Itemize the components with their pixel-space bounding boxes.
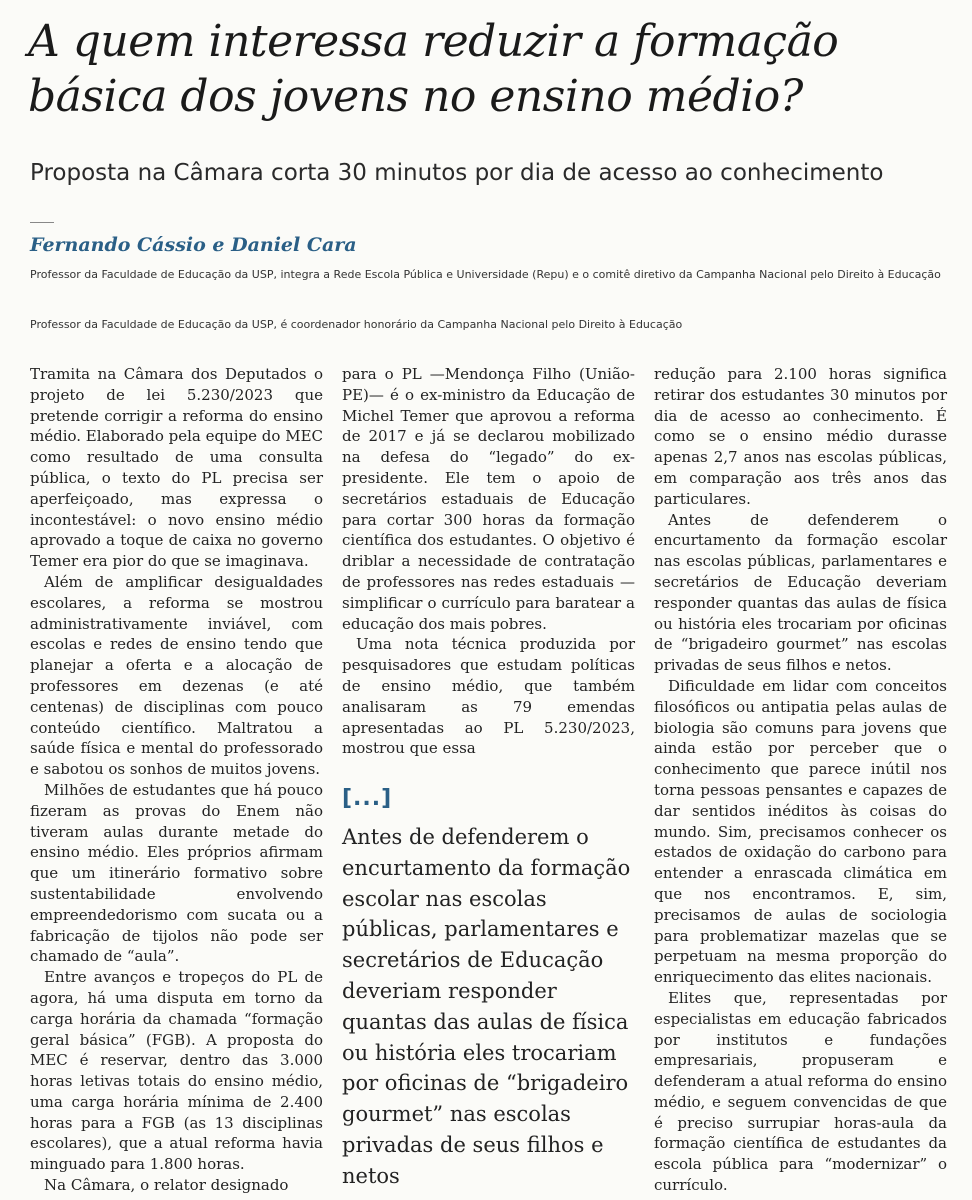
- column-3: [654, 364, 947, 1196]
- column-2: [342, 364, 635, 759]
- paragraph: Na Câmara, o relator designado: [44, 1176, 289, 1195]
- paragraph: Além de amplificar desigualdades escolares, a reforma se mostrou administrativamente inviável, com escolas e redes de ensino tendo que planejar a oferta e a alocação de professores em dezenas (e até centenas) de disciplinas com pouco conteúdo científico. Maltratou a saúde física e mental do professorado e sabotou os sonhos de muitos jovens.: [30, 572, 323, 779]
- paragraph: redução para 2.100 horas significa retirar dos estudantes 30 minutos por dia de acesso ao conhecimento. É como se o ensino médio durasse apenas 2,7 anos nas escolas públicas, em comparação aos três anos das particulares.: [654, 365, 947, 508]
- headline: A quem interessa reduzir a formação básica dos jovens no ensino médio?: [28, 16, 839, 122]
- paragraph: Antes de defenderem o encurtamento da formação escolar nas escolas públicas, parlamentares e secretários de Educação deveriam responder quantas das aulas de física ou história eles trocariam por oficinas de “brigadeiro gourmet” nas escolas privadas de seus filhos e netos.: [654, 510, 947, 675]
- paragraph: Tramita na Câmara dos Deputados o projeto de lei 5.230/2023 que pretende corrigir a reforma do ensino médio. Elaborado pela equipe do MEC como resultado de uma consulta pública, o texto do PL precisa ser aperfeiçoado, mas expressa o incontestável: o novo ensino médio aprovado a toque de caixa no governo Temer era pior do que se imaginava.: [30, 365, 323, 571]
- paragraph: para o PL —Mendonça Filho (União-PE)— é o ex-ministro da Educação de Michel Temer que aprovou a reforma de 2017 e já se declarou mobilizado na defesa do “legado” do ex-presidente. Ele tem o apoio de secretários estaduais de Educação para cortar 300 horas da formação científica dos estudantes. O objetivo é driblar a necessidade de contratação de professores nas redes estaduais —simplificar o currículo para baratear a educação dos mais pobres.: [342, 365, 635, 633]
- paragraph: Elites que, representadas por especialistas em educação fabricados por institutos e fundações empresariais, propuseram e defenderam a atual reforma do ensino médio, e seguem convencidas de que é preciso surrupiar horas-aula da formação científica de estudantes da escola pública para “modernizar” o currículo.: [654, 988, 947, 1195]
- paragraph: Dificuldade em lidar com conceitos filosóficos ou antipatia pelas aulas de biologia são comuns para jovens que ainda estão por perceber que o conhecimento que parece inútil nos torna pessoas pensantes e capazes de dar sentidos inéditos às coisas do mundo. Sim, precisamos conhecer os estados de oxidação do carbono para entender a enrascada climática em que nos encontramos. E, sim, precisamos de aulas de sociologia para problematizar mazelas que se perpetuam na mesma proporção do enriquecimento das elites nacionais.: [654, 676, 947, 987]
- author-bio-1: Professor da Faculdade de Educação da USP, integra a Rede Escola Pública e Universidade (Repu) e o comitê diretivo da Campanha Nacional pelo Direito à Educação: [30, 268, 941, 281]
- author-names: Fernando Cássio e Daniel Cara: [30, 234, 357, 256]
- subtitle: Proposta na Câmara corta 30 minutos por dia de acesso ao conhecimento: [30, 160, 884, 186]
- paragraph: Uma nota técnica produzida por pesquisadores que estudam políticas de ensino médio, que também analisaram as 79 emendas apresentadas ao PL 5.230/2023, mostrou que essa: [342, 635, 635, 758]
- paragraph: Entre avanços e tropeços do PL de agora, há uma disputa em torno da carga horária da chamada “formação geral básica” (FGB). A proposta do MEC é reservar, dentro das 3.000 horas letivas totais do ensino médio, uma carga horária mínima de 2.400 horas para a FGB (as 13 disciplinas escolares), que a atual reforma havia minguado para 1.800 horas.: [30, 968, 323, 1174]
- excerpt-marker: [...]: [342, 786, 393, 811]
- author-bio-2: Professor da Faculdade de Educação da USP, é coordenador honorário da Campanha Nacional pelo Direito à Educação: [30, 318, 683, 331]
- paragraph: Milhões de estudantes que há pouco fizeram as provas do Enem não tiveram aulas durante metade do ensino médio. Eles próprios afirmam que um itinerário formativo sobre sustentabilidade envolvendo empreendedorismo com sucata ou a fabricação de tijolos não pode ser chamado de “aula”.: [30, 780, 323, 966]
- pull-quote: Antes de defenderem o encurtamento da formação escolar nas escolas públicas, parlamentares e secretários de Educação deveriam responder quantas das aulas de física ou história eles trocariam por oficinas de “brigadeiro gourmet” nas escolas privadas de seus filhos e netos: [342, 825, 631, 1188]
- author-rule: [30, 222, 54, 223]
- column-1: [30, 364, 323, 1196]
